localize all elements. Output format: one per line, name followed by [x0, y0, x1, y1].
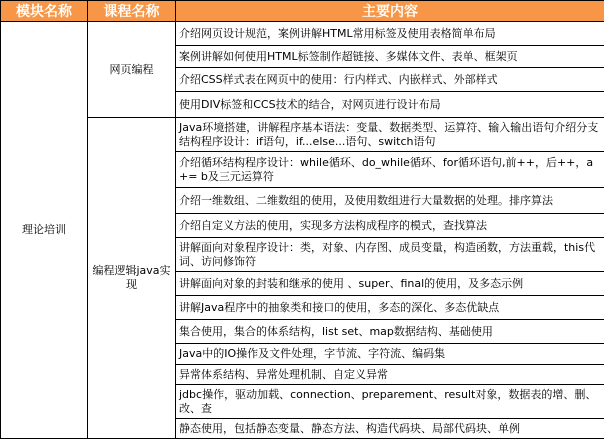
- content-cell: Java环境搭建，讲解程序基本语法：变量、数据类型、运算符、输入输出语句介绍分支结构程序设计：if语句，if...else...语句、switch语句: [176, 118, 604, 152]
- course-cell-java: 编程逻辑java实现: [88, 118, 176, 439]
- content-cell: 案例讲解如何使用HTML标签制作超链接、多媒体文件、表单、框架页: [176, 46, 604, 68]
- content-cell: 集合使用，集合的体系结构，list set、map数据结构、基础使用: [176, 320, 604, 344]
- content-cell: 介绍CSS样式表在网页中的使用：行内样式、内嵌样式、外部样式: [176, 68, 604, 92]
- content-cell: 讲解面向对象程序设计：类，对象、内存图、成员变量，构造函数，方法重载，this代词、访问修饰符: [176, 238, 604, 272]
- module-cell: 理论培训: [1, 22, 88, 439]
- header-content: 主要内容: [176, 1, 604, 22]
- content-cell: 静态使用，包括静态变量、静态方法、构造代码块、局部代码块、单例: [176, 419, 604, 439]
- header-module: 模块名称: [1, 1, 88, 22]
- header-course: 课程名称: [88, 1, 176, 22]
- table-row: [1, 22, 604, 46]
- course-cell-web: 网页编程: [88, 22, 176, 118]
- content-cell: 异常体系结构、异常处理机制、自定义异常: [176, 365, 604, 385]
- content-cell: 介绍循环结构程序设计：while循环、do_while循环、for循环语句,前++，后++，a += b及三元运算符: [176, 152, 604, 188]
- content-cell: Java中的IO操作及文件处理，字节流、字符流、编码集: [176, 344, 604, 365]
- content-cell: jdbc操作，驱动加载、connection、preparement、result对象，数据表的增、删、改、查: [176, 385, 604, 419]
- table-row: [1, 118, 604, 152]
- content-cell: 讲解Java程序中的抽象类和接口的使用，多态的深化、多态优缺点: [176, 296, 604, 320]
- content-cell: 使用DIV标签和CCS技术的结合，对网页进行设计布局: [176, 92, 604, 118]
- content-cell: 介绍网页设计规范，案例讲解HTML常用标签及使用表格简单布局: [176, 22, 604, 46]
- content-cell: 讲解面向对象的封装和继承的使用 、super、final的使用，及多态示例: [176, 272, 604, 296]
- content-cell: 介绍一维数组、二维数组的使用，及使用数组进行大量数据的处理。排序算法: [176, 188, 604, 214]
- header-row: [1, 1, 604, 22]
- content-cell: 介绍自定义方法的使用，实现多方法构成程序的模式，查找算法: [176, 214, 604, 238]
